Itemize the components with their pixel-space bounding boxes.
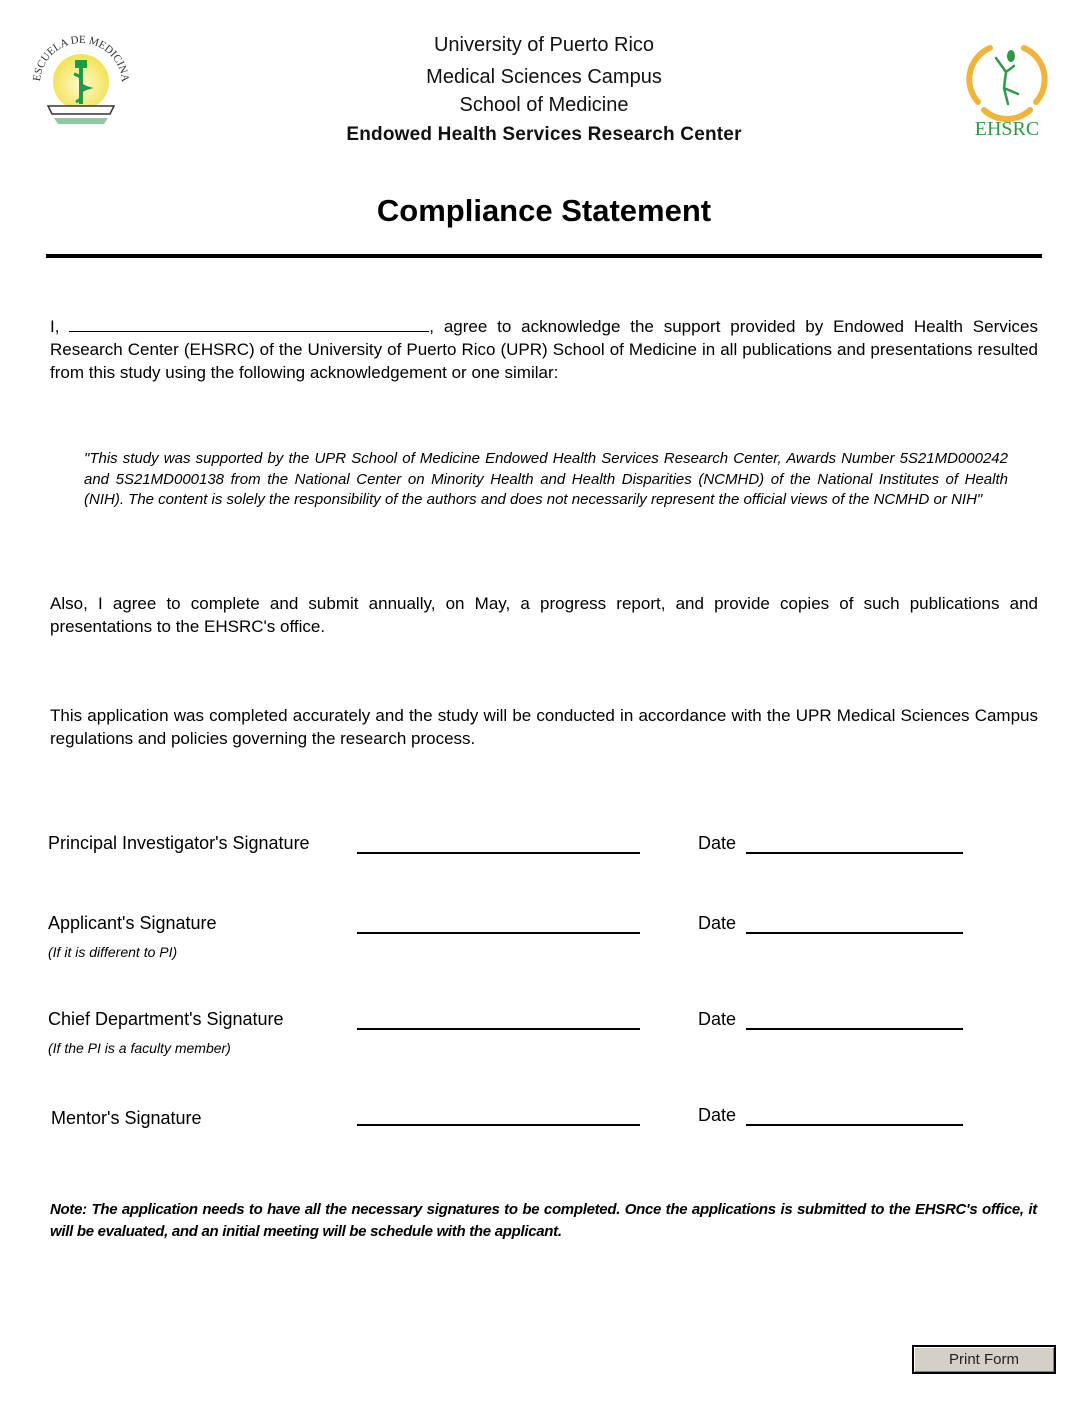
header-campus: Medical Sciences Campus: [426, 66, 662, 88]
header-school: School of Medicine: [459, 94, 629, 116]
acknowledgement-quote: "This study was supported by the UPR School of Medicine Endowed Health Services Research Center, Awards Number 5S21MD000242 and 5S21MD000138 from the National Center on Minority Health and Health Disparities (NCMHD) of the National Institutes of Health (NIH). The content is solely the responsibility of the authors and does not necessarily represent the official views of the NCMHD or NIH": [84, 450, 1008, 508]
progress-report-paragraph: Also, I agree to complete and submit annually, on May, a progress report, and provide copies of such publications and presentations to the EHSRC's office.: [50, 594, 1038, 636]
signature-note: (If the PI is a faculty member): [48, 1040, 231, 1056]
para1-prefix: I,: [50, 317, 60, 336]
date-line[interactable]: [746, 852, 963, 854]
para1-text: , agree to acknowledge the support provided by Endowed Health Services Research Center (EHSRC) of the University of Puerto Rico (UPR) School of Medicine in all publications and presentations resulted from this study using the following acknowledgement or one similar:: [50, 317, 1038, 382]
page-title: Compliance Statement: [376, 193, 712, 228]
date-line[interactable]: [746, 932, 963, 934]
signature-line[interactable]: [357, 852, 640, 854]
svg-text:ESCUELA DE MEDICINA: ESCUELA DE MEDICINA: [31, 33, 132, 83]
ehsrc-logo-icon: [962, 38, 1052, 144]
date-label: Date: [698, 833, 737, 853]
date-label: Date: [698, 913, 737, 933]
acknowledgement-paragraph: [50, 315, 1038, 384]
signature-line[interactable]: [357, 1124, 640, 1126]
date-line[interactable]: [746, 1028, 963, 1030]
submission-note: Note: The application needs to have all the necessary signatures to be completed. Once the applications is submitted to the EHSRC's office, it will be evaluated, and an initial meeting will be schedule with the applicant.: [50, 1201, 1037, 1240]
signature-label: Applicant's Signature: [48, 913, 217, 933]
signature-label: Principal Investigator's Signature: [48, 833, 310, 853]
date-line[interactable]: [746, 1124, 963, 1126]
signature-label: Mentor's Signature: [51, 1108, 202, 1128]
date-label: Date: [698, 1009, 737, 1029]
date-label: Date: [698, 1105, 737, 1125]
ehsrc-logo-text: EHSRC: [974, 118, 1040, 140]
header-center: Endowed Health Services Research Center: [346, 124, 742, 145]
print-form-button[interactable]: Print Form: [912, 1345, 1056, 1374]
signature-label: Chief Department's Signature: [48, 1009, 284, 1029]
signature-line[interactable]: [357, 932, 640, 934]
signature-note: (If it is different to PI): [48, 944, 178, 960]
title-divider: [46, 254, 1042, 258]
accuracy-paragraph: This application was completed accurately and the study will be conducted in accordance with the UPR Medical Sciences Campus regulations and policies governing the research process.: [50, 706, 1038, 748]
header-university: University of Puerto Rico: [433, 34, 655, 56]
signature-line[interactable]: [357, 1028, 640, 1030]
name-input-line[interactable]: [69, 317, 429, 332]
